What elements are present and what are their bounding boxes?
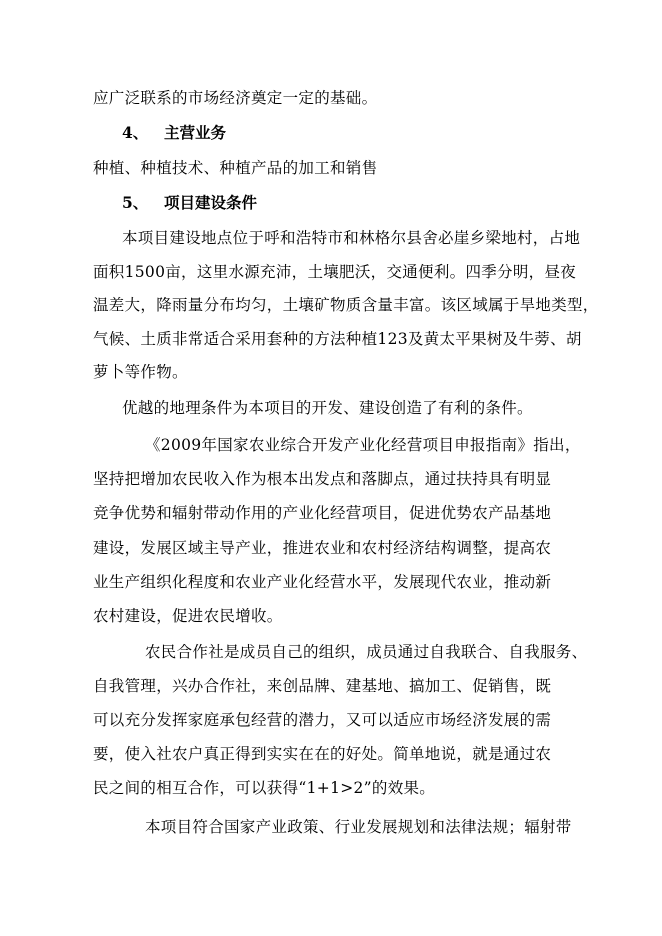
text-line: 要，使入社农户真正得到实实在在的好处。简单地说，就是通过农	[93, 745, 552, 763]
text-line: 萝卜等作物。	[93, 363, 188, 381]
text-line: 竞争优势和辐射带动作用的产业化经营项目，促进优势农产品基地	[93, 504, 552, 522]
text-line: 种植、种植技术、种植产品的加工和销售	[93, 159, 378, 177]
text-line: 本项目建设地点位于呼和浩特市和林格尔县舍必崖乡梁地村，占地	[122, 229, 581, 247]
text-line: 可以充分发挥家庭承包经营的潜力，又可以适应市场经济发展的需	[93, 711, 552, 729]
text-line: 本项目符合国家产业政策、行业发展规划和法律法规；辐射带	[145, 818, 572, 836]
text-line: 《2009年国家农业综合开发产业化经营项目申报指南》指出，	[145, 436, 581, 454]
text-line: 自我管理，兴办合作社，来创品牌、建基地、搞加工、促销售，既	[93, 677, 552, 695]
section-heading	[122, 123, 226, 143]
section-number: 4、	[122, 123, 149, 142]
section-heading	[122, 193, 257, 213]
section-title: 项目建设条件	[164, 193, 258, 212]
section-title: 主营业务	[164, 123, 227, 142]
text-line: 业生产组织化程度和农业产业化经营水平，发展现代农业，推动新	[93, 573, 552, 591]
text-line: 面积1500亩，这里水源充沛，土壤肥沃，交通便利。四季分明，昼夜	[93, 263, 577, 281]
text-line: 优越的地理条件为本项目的开发、建设创造了有利的条件。	[122, 399, 533, 417]
text-line: 建设，发展区域主导产业，推进农业和农村经济结构调整，提高农	[93, 539, 552, 557]
text-line: 应广泛联系的市场经济奠定一定的基础。	[93, 89, 378, 107]
text-line: 民之间的相互合作，可以获得“1+1>2”的效果。	[93, 779, 436, 797]
text-line: 农村建设，促进农民增收。	[93, 607, 283, 625]
text-line: 坚持把增加农民收入作为根本出发点和落脚点，通过扶持具有明显	[93, 470, 552, 488]
text-line: 农民合作社是成员自己的组织，成员通过自我联合、自我服务、	[145, 643, 588, 661]
text-line: 气候、土质非常适合采用套种的方法种植123及黄太平果树及牛蒡、胡	[93, 330, 582, 348]
text-line: 温差大，降雨量分布均匀，土壤矿物质含量丰富。该区域属于旱地类型，	[93, 296, 599, 314]
section-number: 5、	[122, 193, 149, 212]
